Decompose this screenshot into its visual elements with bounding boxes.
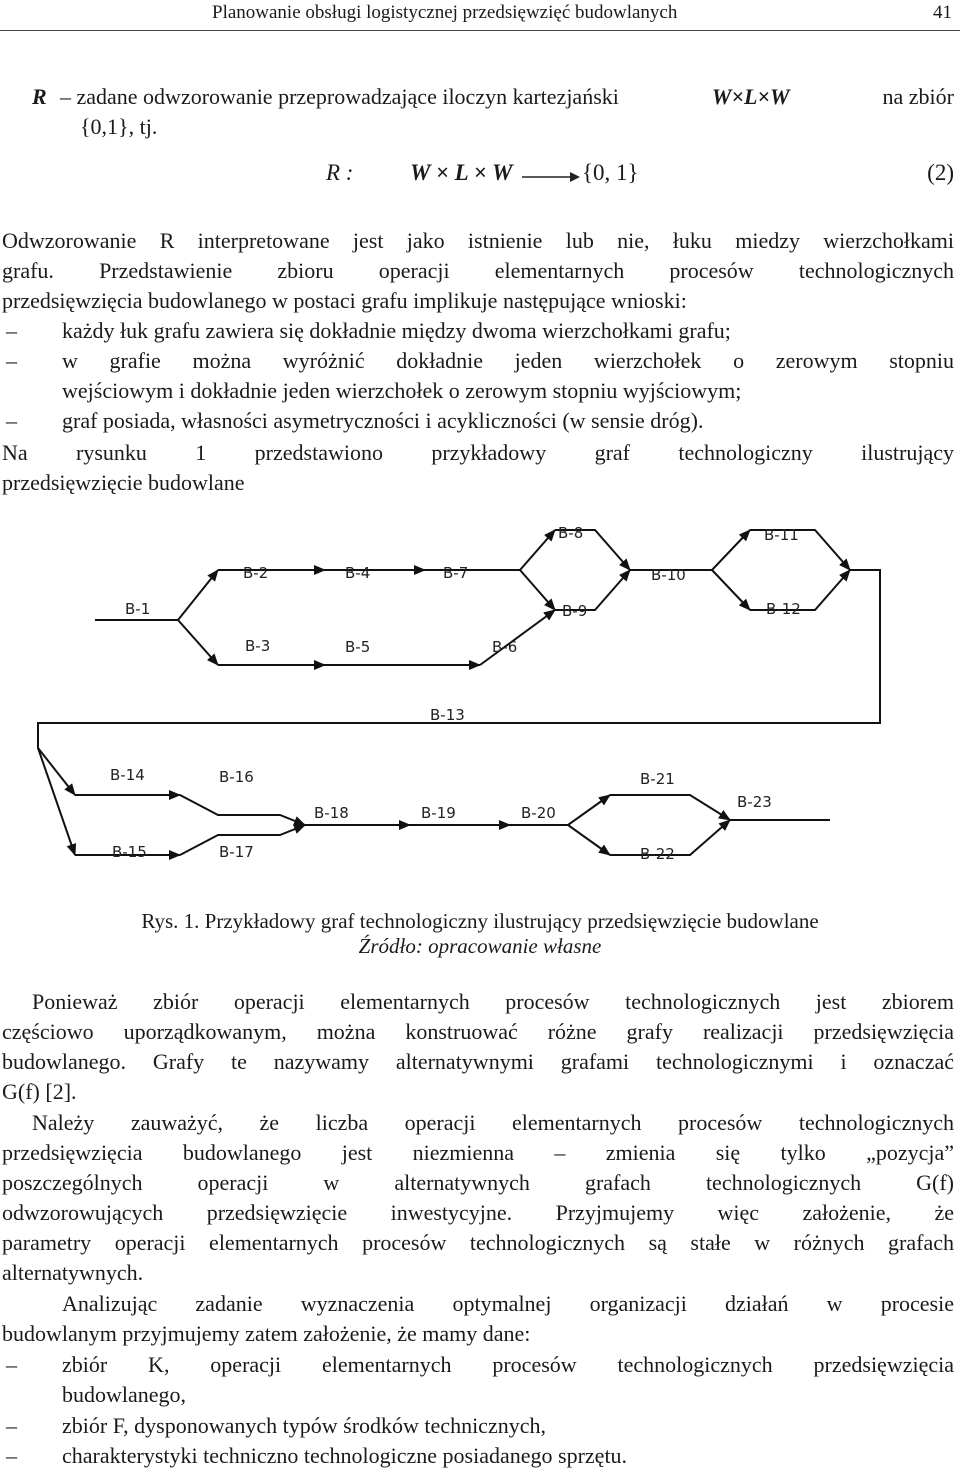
formula-product: W × L × W	[410, 160, 513, 185]
bullet-item	[0, 1411, 954, 1441]
formula-lhs: R :	[326, 160, 354, 185]
bullet-text: w grafie można wyróżnić dokładnie jeden wierzchołek o zerowym stopniu	[62, 348, 954, 373]
node-label: B-9	[562, 602, 588, 620]
paragraph-1	[2, 226, 954, 316]
edge	[610, 795, 730, 820]
edge	[712, 570, 750, 610]
bullet-text: charakterystyki techniczno technologiczne posiadanego sprzętu.	[62, 1443, 628, 1468]
node-label: B-23	[737, 793, 772, 811]
definition-r	[32, 82, 47, 112]
paragraph-2	[2, 438, 954, 498]
bullet-item	[0, 346, 954, 406]
edge	[95, 570, 218, 620]
text-line: G(f) [2].	[2, 1079, 77, 1104]
node-label: B-3	[245, 637, 271, 655]
bullet-text: budowlanego,	[62, 1382, 187, 1407]
text-line: budowlanego. Grafy te nazywamy alternatywnymi grafami technologicznymi i oznaczać	[2, 1049, 954, 1074]
bullet-text: wejściowym i dokładnie jeden wierzchołek o zerowym stopniu wyjściowym;	[62, 378, 742, 403]
text-line: przedsięwzięcia budowlanego jest niezmienna – zmienia się tylko „pozycja”	[2, 1140, 954, 1165]
node-label: B-17	[219, 843, 254, 861]
paragraph-3	[2, 987, 954, 1107]
text-line: parametry operacji elementarnych procesów technologicznych są stałe w różnych grafach	[2, 1230, 954, 1255]
formula-rhs: {0, 1}	[582, 160, 639, 185]
text-line: przedsięwzięcie budowlane	[2, 470, 245, 495]
node-label: B-13	[430, 706, 465, 724]
formula-arrow	[522, 164, 584, 188]
edge	[38, 748, 75, 855]
node-label: B-7	[443, 564, 469, 582]
bullet-dash: –	[6, 408, 17, 433]
figure-source: Źródło: opracowanie własne	[358, 934, 602, 958]
edge	[520, 570, 555, 610]
text-line: Ponieważ zbiór operacji elementarnych procesów technologicznych jest zbiorem	[32, 989, 954, 1014]
edge	[38, 570, 880, 795]
paragraph-5	[2, 1289, 954, 1349]
text-line: przedsięwzięcia budowlanego w postaci grafu implikuje następujące wnioski:	[2, 288, 687, 313]
edge	[630, 530, 750, 570]
node-label: B-12	[766, 600, 801, 618]
node-label: B-16	[219, 768, 254, 786]
paragraph-4	[2, 1108, 954, 1288]
page-number: 41	[933, 2, 952, 23]
bullet-item	[0, 406, 954, 436]
node-label: B-8	[558, 524, 584, 542]
edge	[568, 825, 610, 855]
node-label: B-19	[421, 804, 456, 822]
definition-line-1	[60, 82, 954, 112]
node-label: B-11	[764, 526, 799, 544]
text-line: Na rysunku 1 przedstawiono przykładowy graf technologiczny ilustrujący	[2, 440, 954, 465]
page-header	[0, 0, 960, 38]
node-label: B-20	[521, 804, 556, 822]
bullet-dash: –	[6, 348, 17, 373]
bullet-text: zbiór F, dysponowanych typów środków technicznych,	[62, 1413, 546, 1438]
node-label: B-21	[640, 770, 675, 788]
node-label: B-14	[110, 766, 145, 784]
definition-line-2: {0,1}, tj.	[80, 114, 158, 139]
text-line: Analizując zadanie wyznaczenia optymalnej organizacji działań w procesie	[62, 1291, 954, 1316]
definition-product: W×L×W	[711, 84, 790, 109]
formula-number: (2)	[927, 160, 954, 185]
node-label: B-18	[314, 804, 349, 822]
symbol-r: R	[32, 84, 47, 109]
text-line: odwzorowujących przedsięwzięcie inwestycyjne. Przyjmujemy więc założenie, że	[2, 1200, 954, 1225]
running-title: Planowanie obsługi logistycznej przedsięwzięć budowlanych	[212, 2, 678, 23]
bullet-text: zbiór K, operacji elementarnych procesów technologicznych przedsięwzięcia	[62, 1352, 954, 1377]
figure-caption: Rys. 1. Przykładowy graf technologiczny ilustrujący przedsięwzięcie budowlane	[141, 909, 819, 933]
edge	[180, 795, 305, 825]
bullet-dash: –	[6, 1413, 17, 1438]
node-label: B-22	[640, 845, 675, 863]
bullet-dash: –	[6, 1352, 17, 1377]
bullet-item	[0, 1350, 954, 1410]
text-line: grafu. Przedstawienie zbioru operacji elementarnych procesów technologicznych	[2, 258, 954, 283]
node-label: B-5	[345, 638, 371, 656]
formula-2	[0, 158, 960, 194]
text-line: Odwzorowanie R interpretowane jest jako istnienie lub nie, łuku miedzy wierzchołkami	[2, 228, 954, 253]
edge	[178, 620, 218, 665]
node-label: B-15	[112, 843, 147, 861]
bullet-text: każdy łuk grafu zawiera się dokładnie między dwoma wierzchołkami grafu;	[62, 318, 731, 343]
technological-graph	[0, 510, 960, 900]
text-line: alternatywnych.	[2, 1260, 144, 1285]
bullet-dash: –	[6, 318, 17, 343]
definition-tail: na zbiór	[882, 84, 954, 109]
node-label: B-1	[125, 600, 151, 618]
bullet-dash: –	[6, 1443, 17, 1468]
definition-text: – zadane odwzorowanie przeprowadzające iloczyn kartezjański	[60, 84, 619, 109]
bullet-item	[0, 316, 954, 346]
node-label: B-10	[651, 566, 686, 584]
text-line: częściowo uporządkowanym, można konstruować różne grafy realizacji przedsięwzięcia	[2, 1019, 954, 1044]
header-rule	[0, 30, 960, 31]
node-label: B-4	[345, 564, 371, 582]
node-label: B-6	[492, 638, 518, 656]
bullet-item	[0, 1441, 954, 1471]
text-line: Należy zauważyć, że liczba operacji elementarnych procesów technologicznych	[32, 1110, 954, 1135]
bullet-text: graf posiada, własności asymetryczności i acykliczności (w sensie dróg).	[62, 408, 704, 433]
text-line: poszczególnych operacji w alternatywnych grafach technologicznych G(f)	[2, 1170, 954, 1195]
text-line: budowlanym przyjmujemy zatem założenie, że mamy dane:	[2, 1321, 531, 1346]
node-label: B-2	[243, 564, 269, 582]
